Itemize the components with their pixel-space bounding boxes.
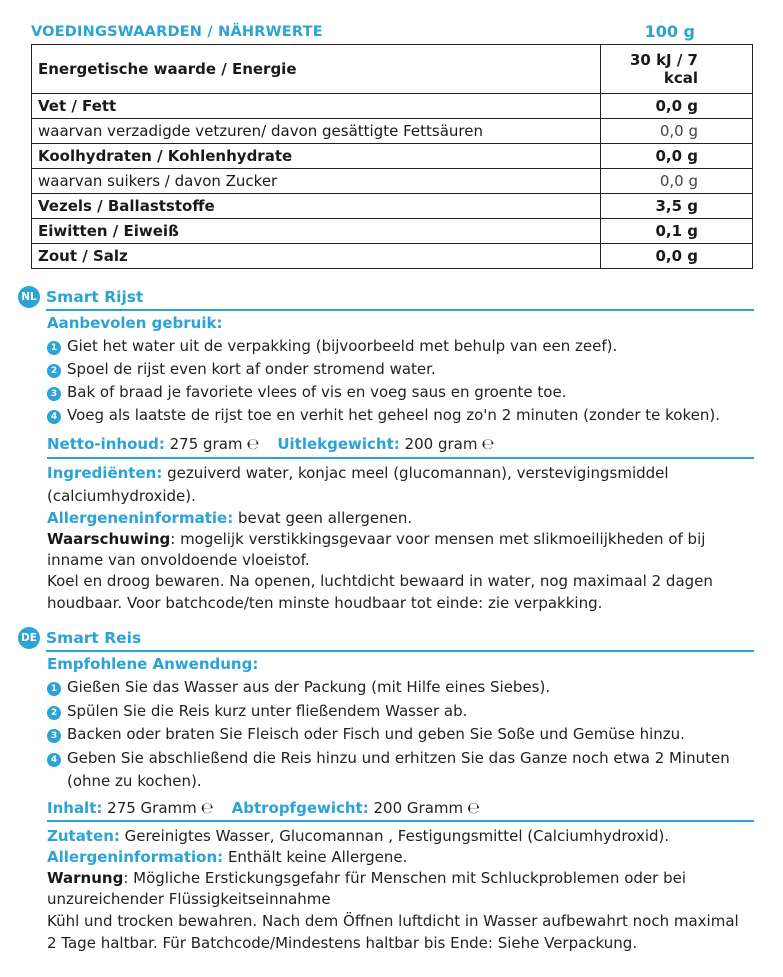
de-badge: DE	[18, 627, 40, 649]
nutrition-header	[31, 22, 753, 44]
list-item: 3 Bak of braad je favoriete vlees of vis en voeg saus en groente toe.	[47, 381, 566, 403]
de-storage-cont: 2 Tage haltbar. Für Batchcode/Mindestens haltbar bis Ende: Siehe Verpackung.	[47, 934, 638, 952]
table-row	[32, 93, 753, 118]
table-row	[32, 143, 753, 168]
nutrition-table	[31, 44, 753, 269]
row-label: Vet / Fett	[32, 93, 601, 118]
row-value: 0,1 g	[601, 218, 753, 243]
row-value: 3,5 g	[601, 193, 753, 218]
list-item: 2 Spülen Sie die Reis kurz unter fließendem Wasser ab.	[47, 700, 467, 722]
row-value: 0,0 g	[601, 143, 753, 168]
nl-title: Smart Rijst	[46, 288, 144, 306]
list-item: 2 Spoel de rijst even kort af onder stromend water.	[47, 358, 436, 380]
row-value: 30 kJ / 7 kcal	[601, 45, 753, 94]
estimated-sign-icon: ℮	[481, 435, 495, 453]
nl-ingredients-cont: (calciumhydroxide).	[47, 487, 196, 505]
divider	[47, 457, 754, 459]
row-label: Eiwitten / Eiweiß	[32, 218, 601, 243]
de-storage: Kühl und trocken bewahren. Nach dem Öffnen luftdicht in Wasser aufbewahrt noch maximal	[47, 912, 739, 930]
table-row	[32, 168, 753, 193]
de-usage-heading: Empfohlene Anwendung:	[47, 655, 259, 673]
list-item: 4 Geben Sie abschließend die Reis hinzu und erhitzen Sie das Ganze noch etwa 2 Minuten	[47, 747, 730, 769]
row-label: Vezels / Ballaststoffe	[32, 193, 601, 218]
nl-storage: Koel en droog bewaren. Na openen, luchtdicht bewaard in water, nog maximaal 2 dagen	[47, 572, 713, 590]
de-title-rule	[46, 650, 754, 652]
list-item-cont: (ohne zu kochen).	[67, 772, 202, 790]
row-label: Zout / Salz	[32, 243, 601, 268]
nl-ingredients: Ingrediënten: gezuiverd water, konjac meel (glucomannan), verstevigingsmiddel	[47, 464, 669, 482]
nutrition-title: VOEDINGSWAARDEN / NÄHRWERTE	[31, 24, 323, 40]
table-row	[32, 118, 753, 143]
table-row	[32, 45, 753, 94]
de-allergens: Allergeninformation: Enthält keine Allergene.	[47, 848, 408, 866]
list-item: 4 Voeg als laatste de rijst toe en verhit het geheel nog zo'n 2 minuten (zonder te koken).	[47, 404, 720, 426]
row-value: 0,0 g	[601, 243, 753, 268]
nl-usage-heading: Aanbevolen gebruik:	[47, 314, 223, 332]
row-label: Koolhydraten / Kohlenhydrate	[32, 143, 601, 168]
table-row	[32, 193, 753, 218]
divider	[47, 820, 754, 822]
estimated-sign-icon: ℮	[467, 799, 480, 817]
list-item: 1 Gießen Sie das Wasser aus der Packung (mit Hilfe eines Siebes).	[47, 676, 550, 698]
row-value: 0,0 g	[601, 168, 753, 193]
row-label: Energetische waarde / Energie	[32, 45, 601, 94]
nl-warning-cont: inname van onvoldoende vloeistof.	[47, 551, 310, 569]
row-value: 0,0 g	[601, 93, 753, 118]
nl-allergens: Allergeneninformatie: bevat geen allergenen.	[47, 509, 413, 527]
row-value: 0,0 g	[601, 118, 753, 143]
list-item: 3 Backen oder braten Sie Fleisch oder Fisch und geben Sie Soße und Gemüse hinzu.	[47, 723, 685, 745]
row-label: waarvan verzadigde vetzuren/ davon gesättigte Fettsäuren	[32, 118, 601, 143]
estimated-sign-icon: ℮	[200, 799, 214, 817]
de-warning: Warnung: Mögliche Erstickungsgefahr für Menschen mit Schluckproblemen oder bei	[47, 869, 686, 887]
nl-storage-cont: houdbaar. Voor batchcode/ten minste houdbaar tot einde: zie verpakking.	[47, 594, 603, 612]
de-warning-cont: unzureichender Flüssigkeitseinnahme	[47, 890, 331, 908]
nl-warning: Waarschuwing: mogelijk verstikkingsgevaar voor mensen met slikmoeilijkheden of bij	[47, 530, 706, 548]
nutrition-column-header: 100 g	[644, 22, 695, 41]
estimated-sign-icon: ℮	[246, 435, 260, 453]
table-row	[32, 243, 753, 268]
table-row	[32, 218, 753, 243]
nl-weights: Netto-inhoud: 275 gram ℮ Uitlekgewicht: 200 gram ℮	[47, 435, 495, 453]
nl-badge: NL	[18, 286, 40, 308]
list-item: 1 Giet het water uit de verpakking (bijvoorbeeld met behulp van een zeef).	[47, 335, 617, 357]
nl-title-rule	[46, 309, 754, 311]
row-label: waarvan suikers / davon Zucker	[32, 168, 601, 193]
de-title: Smart Reis	[46, 629, 142, 647]
de-weights: Inhalt: 275 Gramm ℮ Abtropfgewicht: 200 Gramm ℮	[47, 799, 480, 817]
de-ingredients: Zutaten: Gereinigtes Wasser, Glucomannan , Festigungsmittel (Calciumhydroxid).	[47, 827, 670, 845]
